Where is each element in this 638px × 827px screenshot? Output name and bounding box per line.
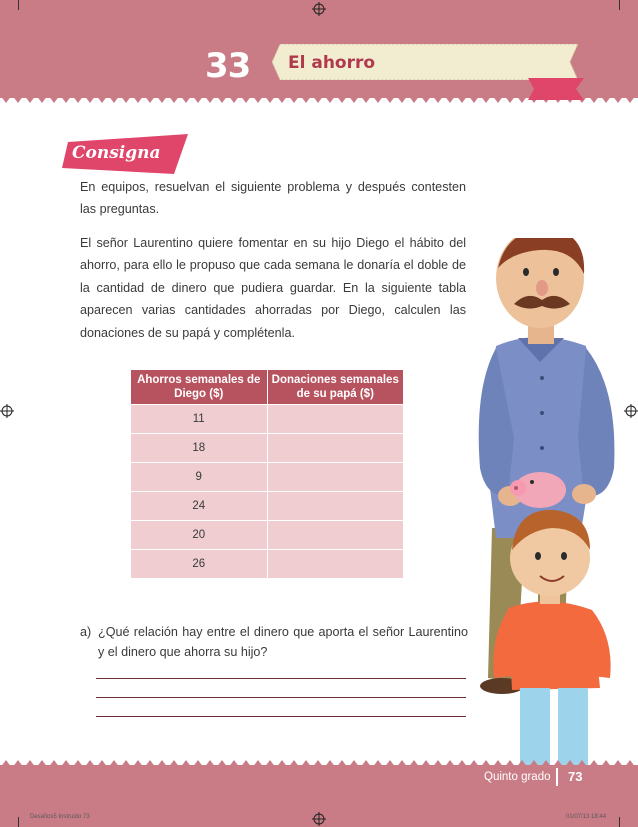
question-text: ¿Qué relación hay entre el dinero que aporta el señor Laurentino y el dinero que ahorra su hijo?	[98, 625, 468, 659]
footer-separator	[556, 768, 558, 786]
print-slug-file: Desafios5 Instruido 73	[30, 814, 90, 820]
instruction-text: En equipos, resuelvan el siguiente problema y después contesten las preguntas.	[80, 180, 466, 217]
registration-mark-icon	[0, 404, 14, 418]
savings-cell: 20	[131, 521, 268, 550]
savings-cell: 9	[131, 463, 268, 492]
lesson-number: 33	[205, 46, 251, 86]
savings-cell: 18	[131, 434, 268, 463]
trim-mark	[18, 0, 19, 10]
column-header: Donaciones semanales de su papá ($)	[267, 370, 404, 405]
registration-mark-icon	[624, 404, 638, 418]
donation-cell[interactable]	[267, 521, 404, 550]
donation-cell[interactable]	[267, 550, 404, 579]
donation-cell[interactable]	[267, 405, 404, 434]
trim-mark	[18, 817, 19, 827]
table-row	[131, 434, 404, 463]
savings-table	[130, 369, 404, 579]
savings-cell: 24	[131, 492, 268, 521]
answer-line[interactable]	[96, 716, 466, 717]
father-son-illustration	[468, 238, 638, 778]
footer-grade: Quinto grado	[484, 771, 551, 783]
trim-mark	[619, 0, 620, 10]
trim-mark	[619, 817, 620, 827]
column-header: Ahorros semanales de Diego ($)	[131, 370, 268, 405]
print-slug-date: 01/07/13 18:44	[566, 814, 607, 820]
section-label: Consigna	[72, 143, 161, 163]
table-header-row	[131, 370, 404, 405]
problem-text: El señor Laurentino quiere fomentar en su hijo Diego el hábito del ahorro, para ello le propuso que cada semana le donaría el doble de la cantidad de dinero que pudiera guardar. En la siguiente tabla aparecen varias cantidades ahorradas por Diego, calculen las donaciones de su papá y complétenla.	[80, 236, 466, 340]
savings-cell: 26	[131, 550, 268, 579]
donation-cell[interactable]	[267, 492, 404, 521]
decorative-flag	[528, 78, 584, 100]
donation-cell[interactable]	[267, 463, 404, 492]
registration-mark-icon	[312, 812, 326, 826]
answer-line[interactable]	[96, 697, 466, 698]
registration-mark-icon	[312, 2, 326, 16]
savings-cell: 11	[131, 405, 268, 434]
table-row	[131, 521, 404, 550]
table-row	[131, 405, 404, 434]
page-number: 73	[568, 769, 583, 784]
table-row	[131, 492, 404, 521]
question-letter: a)	[80, 625, 92, 639]
table-row	[131, 463, 404, 492]
answer-line[interactable]	[96, 678, 466, 679]
table-row	[131, 550, 404, 579]
page-title: El ahorro	[288, 53, 376, 73]
donation-cell[interactable]	[267, 434, 404, 463]
